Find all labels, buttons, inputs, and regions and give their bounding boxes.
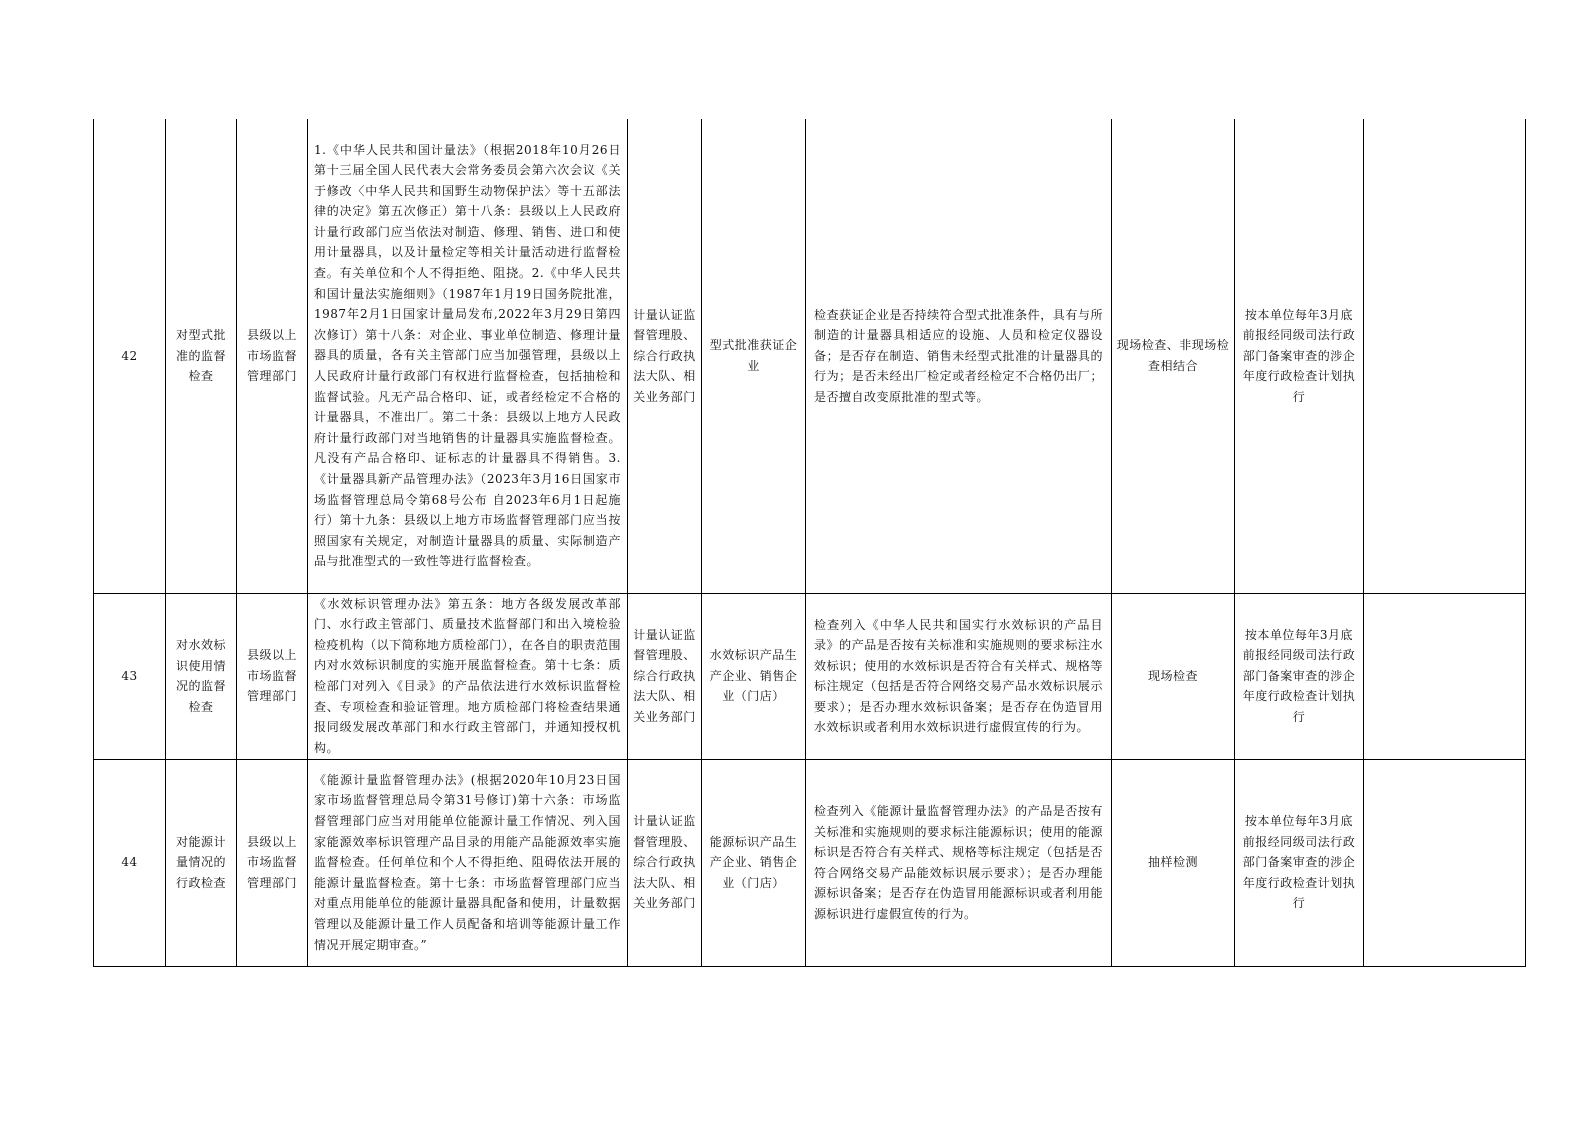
inspection-method: 抽样检测 <box>1112 759 1235 966</box>
row-number: 44 <box>94 759 166 966</box>
table-row <box>94 119 1526 593</box>
inspection-subject: 县级以上市场监督管理部门 <box>237 119 308 593</box>
remark <box>1364 593 1526 759</box>
responsible-department: 计量认证监督管理股、综合行政执法大队、相关业务部门 <box>628 593 702 759</box>
responsible-department: 计量认证监督管理股、综合行政执法大队、相关业务部门 <box>628 119 702 593</box>
table-row <box>94 759 1526 966</box>
inspection-content: 检查获证企业是否持续符合型式批准条件，具有与所制造的计量器具相适应的设施、人员和检定仪器设备；是否存在制造、销售未经型式批准的计量器具的行为；是否未经出厂检定或者经检定不合格仍出厂；是否擅自改变原批准的型式等。 <box>806 119 1112 593</box>
inspection-plan: 按本单位每年3月底前报经同级司法行政部门备案审查的涉企年度行政检查计划执行 <box>1235 119 1364 593</box>
inspection-object: 能源标识产品生产企业、销售企业（门店） <box>702 759 806 966</box>
inspection-plan: 按本单位每年3月底前报经同级司法行政部门备案审查的涉企年度行政检查计划执行 <box>1235 593 1364 759</box>
inspection-item: 对型式批准的监督检查 <box>166 119 237 593</box>
inspection-subject: 县级以上市场监督管理部门 <box>237 759 308 966</box>
table-row <box>94 593 1526 759</box>
inspection-object: 水效标识产品生产企业、销售企业（门店） <box>702 593 806 759</box>
inspection-item: 对水效标识使用情况的监督检查 <box>166 593 237 759</box>
inspection-item: 对能源计量情况的行政检查 <box>166 759 237 966</box>
legal-basis: 1.《中华人民共和国计量法》（根据2018年10月26日第十三届全国人民代表大会常务委员会第六次会议《关于修改〈中华人民共和国野生动物保护法〉等十五部法律的决定》第五次修正）第十八条：县级以上人民政府计量行政部门应当依法对制造、修理、销售、进口和使用计量器具，以及计量检定等相关计量活动进行监督检查。有关单位和个人不得拒绝、阻挠。2.《中华人民共和国计量法实施细则》（1987年1月19日国务院批准，1987年2月1日国家计量局发布,2022年3月29日第四次修订）第十八条：对企业、事业单位制造、修理计量器具的质量，各有关主管部门应当加强管理，县级以上人民政府计量行政部门有权进行监督检查，包括抽检和监督试验。凡无产品合格印、证，或者经检定不合格的计量器具，不准出厂。第二十条：县级以上地方人民政府计量行政部门对当地销售的计量器具实施监督检查。凡没有产品合格印、证标志的计量器具不得销售。3.《计量器具新产品管理办法》（2023年3月16日国家市场监督管理总局令第68号公布 自2023年6月1日起施行）第十九条：县级以上地方市场监督管理部门应当按照国家有关规定，对制造计量器具的质量、实际制造产品与批准型式的一致性等进行监督检查。 <box>308 119 628 593</box>
row-number: 43 <box>94 593 166 759</box>
inspection-content: 检查列入《中华人民共和国实行水效标识的产品目录》的产品是否按有关标准和实施规则的要求标注水效标识；使用的水效标识是否符合有关样式、规格等标注规定（包括是否符合网络交易产品水效标识展示要求）；是否办理水效标识备案；是否存在伪造冒用水效标识或者利用水效标识进行虚假宣传的行为。 <box>806 593 1112 759</box>
inspection-subject: 县级以上市场监督管理部门 <box>237 593 308 759</box>
remark <box>1364 759 1526 966</box>
legal-basis: 《水效标识管理办法》第五条：地方各级发展改革部门、水行政主管部门、质量技术监督部门和出入境检验检疫机构（以下简称地方质检部门），在各自的职责范围内对水效标识制度的实施开展监督检查。第十七条：质检部门对列入《目录》的产品依法进行水效标识监督检查、专项检查和验证管理。地方质检部门将检查结果通报同级发展改革部门和水行政主管部门，并通知授权机构。 <box>308 593 628 759</box>
inspection-plan: 按本单位每年3月底前报经同级司法行政部门备案审查的涉企年度行政检查计划执行 <box>1235 759 1364 966</box>
inspection-object: 型式批准获证企业 <box>702 119 806 593</box>
inspection-method: 现场检查 <box>1112 593 1235 759</box>
inspection-items-table <box>93 119 1526 967</box>
inspection-content: 检查列入《能源计量监督管理办法》的产品是否按有关标准和实施规则的要求标注能源标识；使用的能源标识是否符合有关样式、规格等标注规定（包括是否符合网络交易产品能效标识展示要求）；是否办理能源标识备案；是否存在伪造冒用能源标识或者利用能源标识进行虚假宣传的行为。 <box>806 759 1112 966</box>
inspection-method: 现场检查、非现场检查相结合 <box>1112 119 1235 593</box>
row-number: 42 <box>94 119 166 593</box>
remark <box>1364 119 1526 593</box>
responsible-department: 计量认证监督管理股、综合行政执法大队、相关业务部门 <box>628 759 702 966</box>
legal-basis: 《能源计量监督管理办法》(根据2020年10月23日国家市场监督管理总局令第31号修订)第十六条：市场监督管理部门应当对用能单位能源计量工作情况、列入国家能源效率标识管理产品目录的用能产品能源效率实施监督检查。任何单位和个人不得拒绝、阻碍依法开展的能源计量监督检查。第十七条：市场监督管理部门应当对重点用能单位的能源计量器具配备和使用，计量数据管理以及能源计量工作人员配备和培训等能源计量工作情况开展定期审查。” <box>308 759 628 966</box>
